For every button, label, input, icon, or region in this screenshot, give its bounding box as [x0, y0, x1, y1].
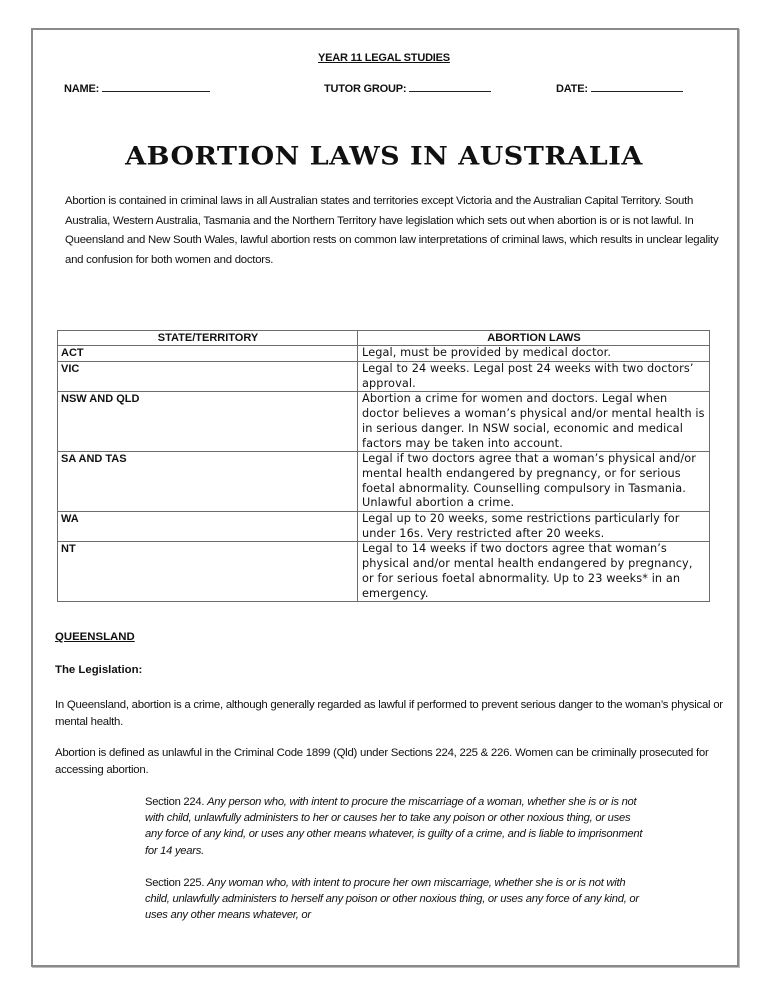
- table-row: [58, 452, 710, 512]
- law-cell: Legal to 24 weeks. Legal post 24 weeks with two doctors’ approval.: [358, 362, 710, 392]
- table-row: [58, 512, 710, 542]
- state-cell: NT: [58, 542, 358, 602]
- law-cell: Legal to 14 weeks if two doctors agree that woman’s physical and/or mental health endangered by pregnancy, or for serious foetal abnormality. Up to 23 weeks* in an emergency.: [358, 542, 710, 602]
- section-224-quote: [145, 794, 645, 859]
- abortion-laws-table: [57, 330, 710, 602]
- table-row: [58, 392, 710, 452]
- page-title: ABORTION LAWS IN AUSTRALIA: [125, 141, 643, 172]
- date-blank[interactable]: [591, 81, 683, 92]
- queensland-paragraph-1: In Queensland, abortion is a crime, although generally regarded as lawful if performed to prevent serious danger to the woman’s physical or mental health.: [55, 699, 723, 728]
- date-field[interactable]: [556, 81, 683, 95]
- law-cell: Legal up to 20 weeks, some restrictions particularly for under 16s. Very restricted after 20 weeks.: [358, 512, 710, 542]
- table-header-row: [58, 331, 710, 346]
- state-cell: WA: [58, 512, 358, 542]
- name-blank[interactable]: [102, 81, 210, 92]
- tutor-group-field[interactable]: [324, 81, 491, 95]
- section-224-label: Section 224.: [145, 796, 205, 808]
- section-225-label: Section 225.: [145, 877, 205, 889]
- law-cell: Legal, must be provided by medical doctor.: [358, 346, 710, 362]
- state-cell: SA AND TAS: [58, 452, 358, 512]
- queensland-paragraph-2: Abortion is defined as unlawful in the Criminal Code 1899 (Qld) under Sections 224, 225 & 226. Women can be criminally prosecuted for accessing abortion.: [55, 747, 709, 776]
- course-title: YEAR 11 LEGAL STUDIES: [318, 52, 450, 64]
- state-cell: NSW AND QLD: [58, 392, 358, 452]
- column-header-state: STATE/TERRITORY: [58, 331, 358, 346]
- section-224-text: Any person who, with intent to procure the miscarriage of a woman, whether she is or is not with child, unlawfully administers to her or causes her to take any poison or other noxious thing, or uses any force of any kind, or uses any other means whatever, is guilty of a crime, and is liable to imprisonment for 14 years.: [145, 796, 643, 857]
- table-row: [58, 346, 710, 362]
- date-label: DATE:: [556, 83, 588, 95]
- name-label: NAME:: [64, 83, 100, 95]
- table-row: [58, 362, 710, 392]
- law-cell: Legal if two doctors agree that a woman’s physical and/or mental health endangered by pregnancy, or for serious foetal abnormality. Counselling compulsory in Tasmania. Unlawful abortion a crime.: [358, 452, 710, 512]
- tutor-group-label: TUTOR GROUP:: [324, 83, 407, 95]
- column-header-laws: ABORTION LAWS: [358, 331, 710, 346]
- section-225-quote: [145, 875, 645, 924]
- tutor-group-blank[interactable]: [409, 81, 491, 92]
- name-field[interactable]: [64, 81, 210, 95]
- table-row: [58, 542, 710, 602]
- section-225-text: Any woman who, with intent to procure her own miscarriage, whether she is or is not with child, unlawfully administers to herself any poison or other noxious thing, or uses any force of any kind, or uses any other means whatever, or: [145, 877, 639, 922]
- state-cell: VIC: [58, 362, 358, 392]
- intro-paragraph: Abortion is contained in criminal laws in all Australian states and territories except Victoria and the Australian Capital Territory. South Australia, Western Australia, Tasmania and the Northern Territory have legislation which sets out when abortion is or is not lawful. In Queensland and New South Wales, lawful abortion rests on common law interpretations of criminal laws, which results in unclear legality and confusion for both women and doctors.: [65, 195, 719, 266]
- state-cell: ACT: [58, 346, 358, 362]
- queensland-heading: QUEENSLAND: [55, 631, 135, 643]
- law-cell: Abortion a crime for women and doctors. Legal when doctor believes a woman’s physical and/or mental health is in serious danger. In NSW social, economic and medical factors may be taken into account.: [358, 392, 710, 452]
- legislation-subheading: The Legislation:: [55, 664, 143, 676]
